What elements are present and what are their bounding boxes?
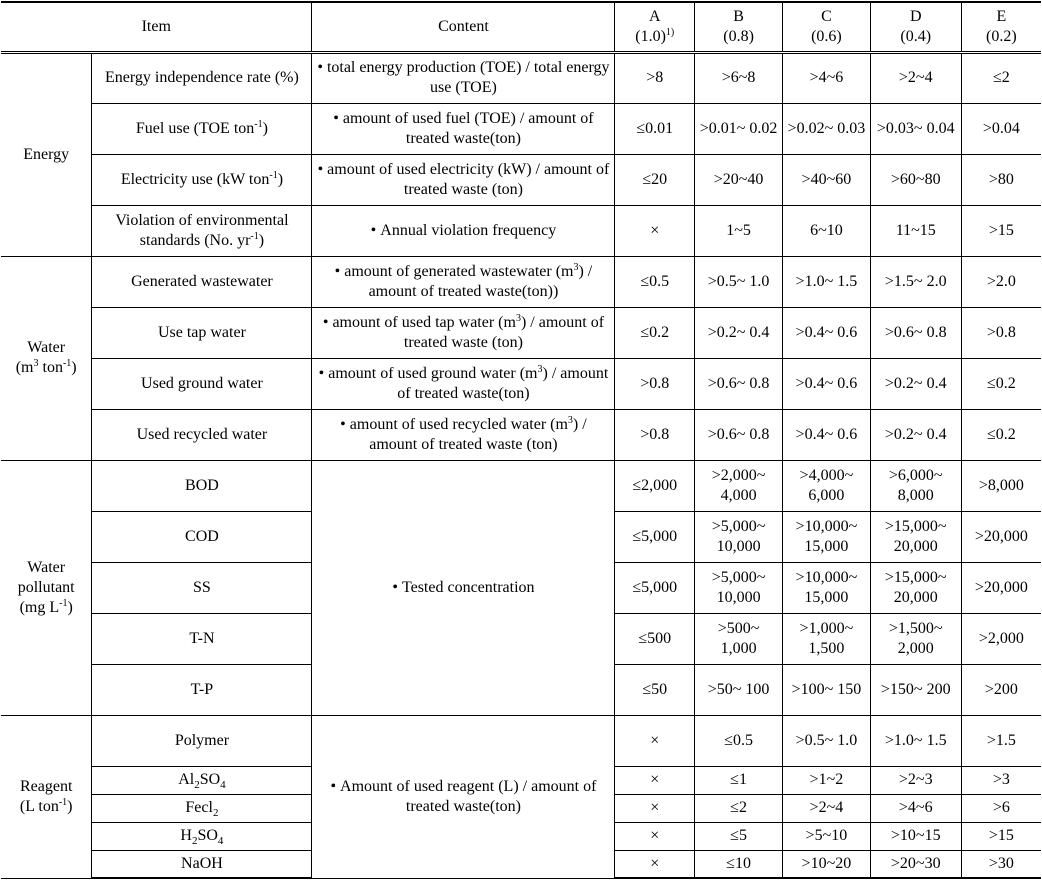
grade-cell: 6~10 — [782, 205, 870, 256]
grade-cell: ≤500 — [615, 613, 695, 664]
grade-cell: >4~6 — [782, 52, 870, 103]
grade-cell: >1.0~ 1.5 — [782, 256, 870, 307]
header-content: Content — [312, 2, 615, 52]
row-item: Used ground water — [92, 358, 312, 409]
group-reagent: Reagent (L ton$^{-1}$) — [1, 715, 92, 878]
grade-cell: ≤2,000 — [615, 460, 695, 511]
table-row — [1, 256, 1041, 307]
grade-cell: >20~30 — [870, 850, 961, 878]
grade-cell: >40~60 — [782, 154, 870, 205]
grade-cell: >2.0 — [961, 256, 1041, 307]
header-grade-b: B (0.8) — [695, 2, 783, 52]
grade-cell: × — [615, 715, 695, 766]
grade-cell: >6,000~ 8,000 — [870, 460, 961, 511]
row-item: BOD — [92, 460, 312, 511]
grade-cell: >0.01~ 0.02 — [695, 103, 783, 154]
grade-cell: ≤0.2 — [961, 358, 1041, 409]
row-content: • Tested concentration — [312, 460, 615, 715]
header-grade-e: E (0.2) — [961, 2, 1041, 52]
grade-cell: >0.6~ 0.8 — [870, 307, 961, 358]
grade-cell: >8,000 — [961, 460, 1041, 511]
grade-cell: >1.5~ 2.0 — [870, 256, 961, 307]
row-item: Fuel use (TOE ton$^{-1}$) — [92, 103, 312, 154]
row-item: COD — [92, 511, 312, 562]
table-row — [1, 205, 1041, 256]
evaluation-table — [1, 1, 1041, 879]
row-content: • Annual violation frequency — [312, 205, 615, 256]
grade-cell: >0.4~ 0.6 — [782, 409, 870, 460]
row-item: Polymer — [92, 715, 312, 766]
grade-cell: × — [615, 766, 695, 794]
grade-cell: >50~ 100 — [695, 664, 783, 715]
grade-cell: >8 — [615, 52, 695, 103]
row-item: Fecl$_2$ — [92, 794, 312, 822]
grade-cell: × — [615, 794, 695, 822]
grade-cell: >0.03~ 0.04 — [870, 103, 961, 154]
grade-cell: >0.02~ 0.03 — [782, 103, 870, 154]
grade-cell: >4,000~ 6,000 — [782, 460, 870, 511]
row-content: • amount of used tap water $(m^3)$ / amount of treated waste (ton) — [312, 307, 615, 358]
row-content: • Amount of used reagent (L) / amount of treated waste(ton) — [312, 715, 615, 878]
grade-cell: >2,000~ 4,000 — [695, 460, 783, 511]
grade-cell: ≤50 — [615, 664, 695, 715]
row-item: Electricity use (kW ton$^{-1}$) — [92, 154, 312, 205]
row-item: NaOH — [92, 850, 312, 878]
grade-cell: >0.2~ 0.4 — [870, 409, 961, 460]
grade-cell: >1.0~ 1.5 — [870, 715, 961, 766]
grade-cell: ≤0.5 — [615, 256, 695, 307]
table-row — [1, 358, 1041, 409]
grade-cell: >1,500~ 2,000 — [870, 613, 961, 664]
table-row — [1, 103, 1041, 154]
group-water-pollutant: Water pollutant (mg $L^{-1}$) — [1, 460, 92, 715]
row-content: • amount of generated wastewater $(m^3)$ / amount of treated waste(ton)) — [312, 256, 615, 307]
grade-cell: × — [615, 205, 695, 256]
grade-cell: >200 — [961, 664, 1041, 715]
grade-cell: >0.2~ 0.4 — [870, 358, 961, 409]
grade-cell: ≤5,000 — [615, 562, 695, 613]
table-row — [1, 154, 1041, 205]
grade-cell: >0.04 — [961, 103, 1041, 154]
grade-cell: >20,000 — [961, 511, 1041, 562]
row-content: • amount of used electricity (kW) / amount of treated waste (ton) — [312, 154, 615, 205]
grade-cell: >0.2~ 0.4 — [695, 307, 783, 358]
group-water: Water ($m^3$ ton$^{-1}$) — [1, 256, 92, 460]
row-item: T-N — [92, 613, 312, 664]
grade-cell: >20,000 — [961, 562, 1041, 613]
grade-cell: >80 — [961, 154, 1041, 205]
grade-cell: >500~ 1,000 — [695, 613, 783, 664]
grade-cell: >5,000~ 10,000 — [695, 562, 783, 613]
grade-cell: >6 — [961, 794, 1041, 822]
grade-cell: >10,000~ 15,000 — [782, 562, 870, 613]
grade-cell: >10~15 — [870, 822, 961, 850]
header-row — [1, 2, 1041, 52]
grade-cell: >5,000~ 10,000 — [695, 511, 783, 562]
table-row — [1, 460, 1041, 511]
grade-cell: >2,000 — [961, 613, 1041, 664]
row-item: $H_2SO_4$ — [92, 822, 312, 850]
row-item: Generated wastewater — [92, 256, 312, 307]
row-content: • amount of used ground water $(m^3)$ / amount of treated waste(ton) — [312, 358, 615, 409]
header-grade-d: D (0.4) — [870, 2, 961, 52]
row-item: Energy independence rate (%) — [92, 52, 312, 103]
grade-cell: ≤2 — [695, 794, 783, 822]
grade-cell: >0.8 — [615, 409, 695, 460]
grade-cell: >15 — [961, 822, 1041, 850]
grade-cell: ≤2 — [961, 52, 1041, 103]
grade-cell: >0.8 — [961, 307, 1041, 358]
header-grade-c: C (0.6) — [782, 2, 870, 52]
table-row — [1, 307, 1041, 358]
grade-cell: >2~4 — [870, 52, 961, 103]
grade-cell: ≤0.2 — [961, 409, 1041, 460]
grade-cell: >10~20 — [782, 850, 870, 878]
grade-cell: >0.8 — [615, 358, 695, 409]
row-item: T-P — [92, 664, 312, 715]
grade-cell: >100~ 150 — [782, 664, 870, 715]
grade-cell: >0.6~ 0.8 — [695, 409, 783, 460]
grade-cell: >1.5 — [961, 715, 1041, 766]
grade-cell: >15,000~ 20,000 — [870, 511, 961, 562]
row-item: Used recycled water — [92, 409, 312, 460]
grade-cell: >6~8 — [695, 52, 783, 103]
grade-cell: ≤5 — [695, 822, 783, 850]
row-item: Use tap water — [92, 307, 312, 358]
table-row — [1, 409, 1041, 460]
grade-cell: >0.4~ 0.6 — [782, 307, 870, 358]
grade-cell: >60~80 — [870, 154, 961, 205]
grade-cell: ≤0.5 — [695, 715, 783, 766]
group-energy: Energy — [1, 52, 92, 256]
header-item: Item — [1, 2, 312, 52]
grade-cell: >0.6~ 0.8 — [695, 358, 783, 409]
grade-cell: >10,000~ 15,000 — [782, 511, 870, 562]
grade-cell: × — [615, 822, 695, 850]
grade-cell: ≤5,000 — [615, 511, 695, 562]
grade-cell: >15 — [961, 205, 1041, 256]
grade-cell: >2~4 — [782, 794, 870, 822]
grade-cell: 1~5 — [695, 205, 783, 256]
grade-cell: >2~3 — [870, 766, 961, 794]
grade-cell: >15,000~ 20,000 — [870, 562, 961, 613]
grade-cell: >30 — [961, 850, 1041, 878]
grade-cell: ≤10 — [695, 850, 783, 878]
grade-cell: 11~15 — [870, 205, 961, 256]
grade-cell: >4~6 — [870, 794, 961, 822]
grade-cell: × — [615, 850, 695, 878]
row-content: • total energy production (TOE) / total energy use (TOE) — [312, 52, 615, 103]
grade-cell: >20~40 — [695, 154, 783, 205]
grade-cell: >0.5~ 1.0 — [695, 256, 783, 307]
grade-cell: >0.5~ 1.0 — [782, 715, 870, 766]
grade-cell: >1~2 — [782, 766, 870, 794]
grade-cell: ≤1 — [695, 766, 783, 794]
grade-cell: >150~ 200 — [870, 664, 961, 715]
grade-cell: >0.4~ 0.6 — [782, 358, 870, 409]
table-row — [1, 52, 1041, 103]
header-grade-a: A $(1.0)^{1)}$ — [615, 2, 695, 52]
row-content: • amount of used recycled water $(m^3)$ / amount of treated waste (ton) — [312, 409, 615, 460]
grade-cell: >3 — [961, 766, 1041, 794]
row-content: • amount of used fuel (TOE) / amount of treated waste(ton) — [312, 103, 615, 154]
grade-cell: >5~10 — [782, 822, 870, 850]
grade-cell: ≤0.2 — [615, 307, 695, 358]
grade-cell: ≤20 — [615, 154, 695, 205]
grade-cell: >1,000~ 1,500 — [782, 613, 870, 664]
row-item: Violation of environmental standards (No. $yr^{-1}$) — [92, 205, 312, 256]
grade-cell: ≤0.01 — [615, 103, 695, 154]
table-row — [1, 715, 1041, 766]
row-item: SS — [92, 562, 312, 613]
row-item: $Al_2SO_4$ — [92, 766, 312, 794]
